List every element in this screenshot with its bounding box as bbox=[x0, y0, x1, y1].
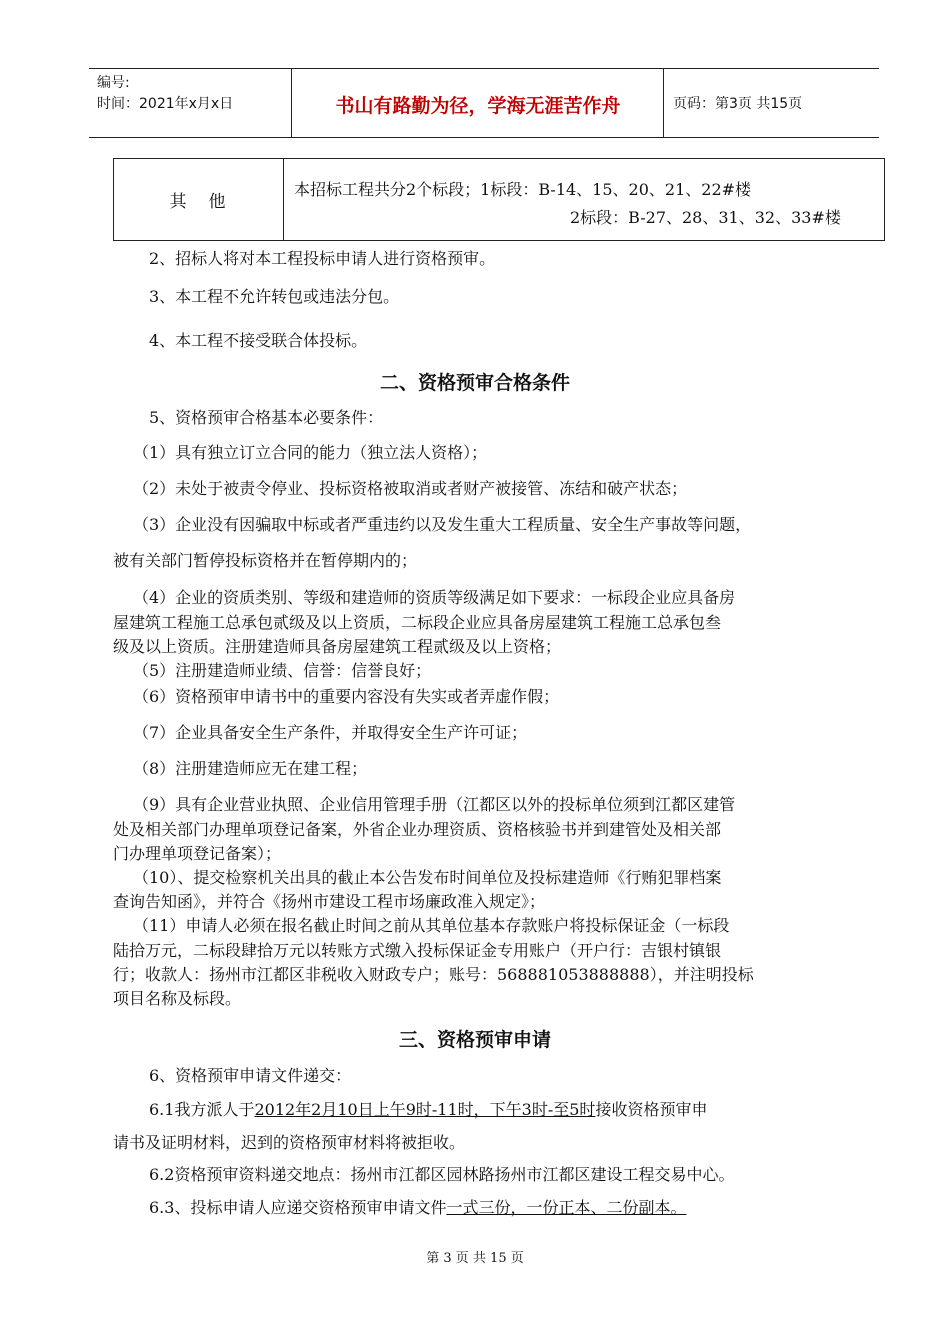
paragraph: （7）企业具备安全生产条件，并取得安全生产许可证； bbox=[133, 723, 528, 742]
paragraph: （10）、提交检察机关出具的截止本公告发布时间单位及投标建造师《行贿犯罪档案 bbox=[133, 868, 722, 887]
paragraph: 2、招标人将对本工程投标申请人进行资格预审。 bbox=[149, 249, 496, 268]
paragraph: 门办理单项登记备案）； bbox=[113, 844, 282, 863]
paragraph: 行；收款人：扬州市江都区非税收入财政专户；账号：568881053888888），并注明投标 bbox=[113, 965, 754, 984]
paragraph: （1）具有独立订立合同的能力（独立法人资格）； bbox=[133, 443, 488, 462]
paragraph: （8）注册建造师应无在建工程； bbox=[133, 759, 368, 778]
text-run: 6.3、投标申请人应递交资格预审申请文件 bbox=[149, 1198, 447, 1217]
paragraph bbox=[149, 1195, 686, 1218]
paragraph: （5）注册建造师业绩、信誉：信誉良好； bbox=[133, 661, 432, 680]
paragraph: （2）未处于被责令停业、投标资格被取消或者财产被接管、冻结和破产状态； bbox=[133, 479, 688, 498]
section-heading: 二、资格预审合格条件 bbox=[379, 372, 570, 394]
other-info-table bbox=[113, 158, 885, 241]
underlined-text: 2012年2月10日上午9时-11时，下午3时-至5时 bbox=[254, 1100, 596, 1119]
underlined-text: 一式三份，一份正本、二份副本。 bbox=[446, 1198, 687, 1217]
paragraph: 3、本工程不允许转包或违法分包。 bbox=[149, 287, 400, 306]
header-meta bbox=[97, 73, 233, 115]
paragraph: 陆拾万元，二标段肆拾万元以转账方式缴入投标保证金专用账户（开户行：吉银村镇银 bbox=[113, 941, 722, 960]
serial-label: 编号: bbox=[97, 75, 130, 91]
paragraph: （9）具有企业营业执照、企业信用管理手册（江都区以外的投标单位须到江都区建管 bbox=[133, 795, 736, 814]
page-header bbox=[89, 68, 879, 138]
paragraph: 5、资格预审合格基本必要条件： bbox=[149, 408, 384, 427]
paragraph: 处及相关部门办理单项登记备案，外省企业办理资质、资格核验书并到建管处及相关部 bbox=[113, 820, 722, 839]
paragraph: 6.2资格预审资料递交地点：扬州市江都区园林路扬州市江都区建设工程交易中心。 bbox=[149, 1165, 735, 1184]
paragraph: 被有关部门暂停投标资格并在暂停期内的； bbox=[113, 551, 418, 570]
time-label: 时间：2021年x月x日 bbox=[97, 96, 234, 112]
text-run: 接收资格预审申 bbox=[595, 1100, 708, 1119]
other-label: 其他 bbox=[114, 159, 284, 240]
header-divider bbox=[291, 69, 292, 137]
paragraph: 4、本工程不接受联合体投标。 bbox=[149, 331, 368, 350]
paragraph: 屋建筑工程施工总承包贰级及以上资质，二标段企业应具备房屋建筑工程施工总承包叁 bbox=[113, 613, 722, 632]
paragraph: （3）企业没有因骗取中标或者严重违约以及发生重大工程质量、安全生产事故等问题， bbox=[133, 515, 752, 534]
page-footer: 第 3 页 共 15 页 bbox=[426, 1251, 524, 1266]
header-page-number: 页码：第3页 共15页 bbox=[673, 96, 803, 112]
other-line-1: 本招标工程共分2个标段；1标段：B-14、15、20、21、22#楼 bbox=[294, 180, 752, 199]
paragraph bbox=[149, 1097, 707, 1120]
paragraph: 项目名称及标段。 bbox=[113, 989, 242, 1008]
paragraph: 请书及证明材料，迟到的资格预审材料将被拒收。 bbox=[113, 1133, 466, 1152]
other-line-2: 2标段：B-27、28、31、32、33#楼 bbox=[570, 208, 841, 227]
paragraph: 级及以上资质。注册建造师具备房屋建筑工程贰级及以上资格； bbox=[113, 637, 562, 656]
section-heading: 三、资格预审申请 bbox=[398, 1029, 551, 1051]
paragraph: （11）申请人必须在报名截止时间之前从其单位基本存款账户将投标保证金（一标段 bbox=[133, 916, 730, 935]
header-divider bbox=[663, 69, 664, 137]
paragraph: （4）企业的资质类别、等级和建造师的资质等级满足如下要求：一标段企业应具备房 bbox=[133, 588, 736, 607]
header-motto: 书山有路勤为径，学海无涯苦作舟 bbox=[335, 95, 621, 117]
paragraph: 查询告知函》，并符合《扬州市建设工程市场廉政准入规定》； bbox=[113, 892, 546, 911]
text-run: 6.1我方派人于 bbox=[149, 1100, 255, 1119]
paragraph: 6、资格预审申请文件递交： bbox=[149, 1066, 352, 1085]
paragraph: （6）资格预审申请书中的重要内容没有失实或者弄虚作假； bbox=[133, 687, 560, 706]
